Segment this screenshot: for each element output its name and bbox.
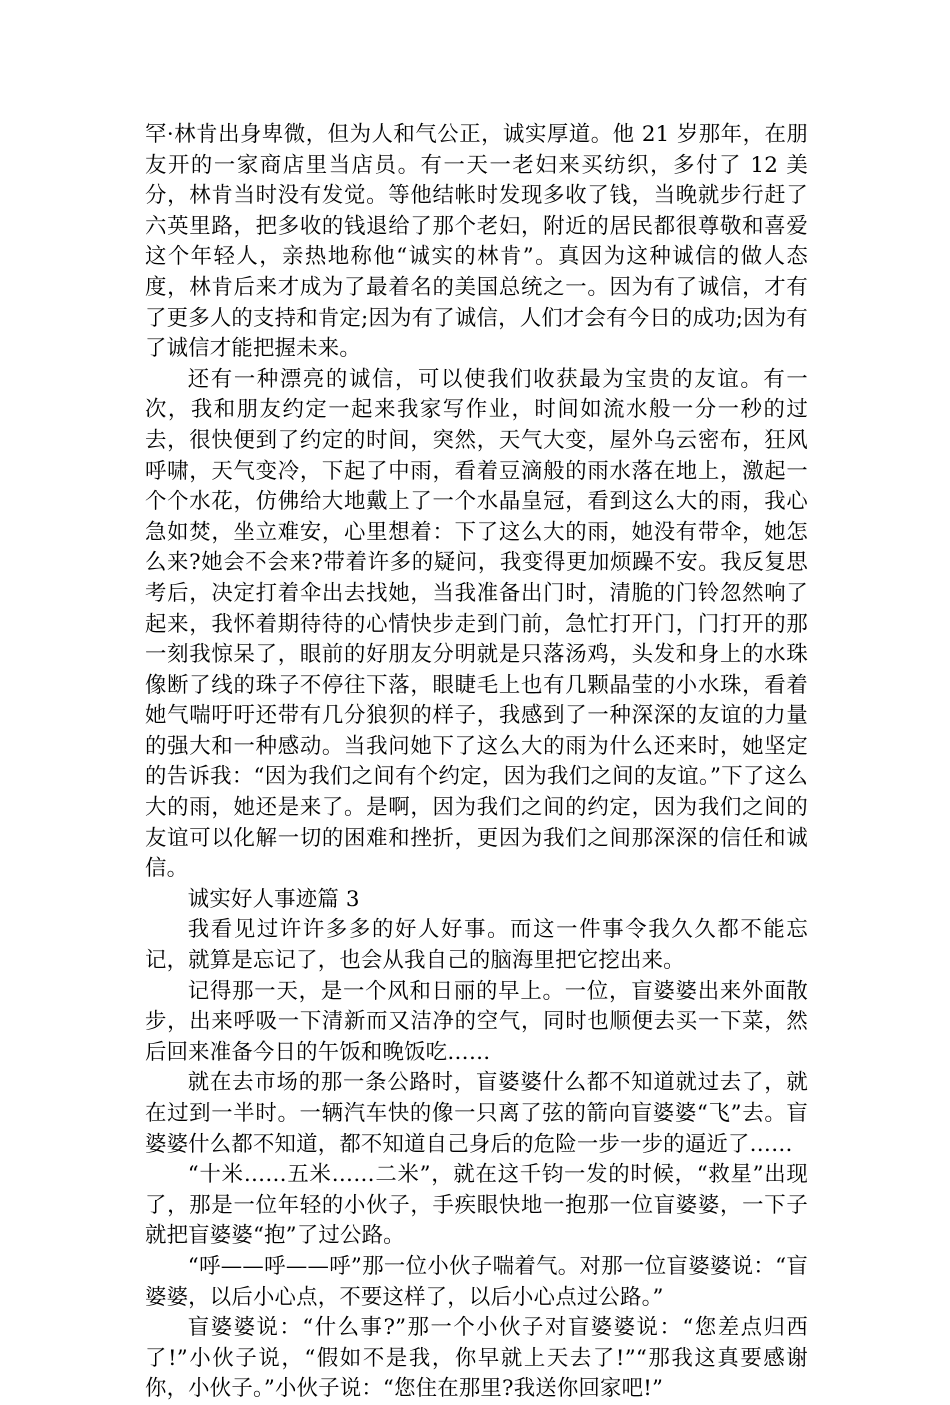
paragraph-young-man-speaks: “呼——呼——呼”那一位小伙子喘着气。对那一位盲婆婆说：“盲婆婆，以后小心点，不要这样了，以后小心点过公路。” bbox=[145, 1253, 808, 1310]
document-body bbox=[145, 120, 808, 1405]
section-heading: 诚实好人事迹篇 3 bbox=[187, 886, 360, 912]
paragraph-morning-walk: 记得那一天，是一个风和日丽的早上。一位，盲婆婆出来外面散步，出来呼吸一下清新而又洁净的空气，同时也顺便去买一下菜，然后回来准备今日的午饭和晚饭吃…… bbox=[145, 978, 808, 1065]
paragraph-dialogue: 盲婆婆说：“什么事?”那一个小伙子对盲婆婆说：“您差点归西了!”小伙子说，“假如不是我，你早就上天去了!”“那我这真要感谢你，小伙子。”小伙子说：“您住在那里?我送你回家吧!” bbox=[145, 1315, 808, 1402]
paragraph-danger-approaching: 就在去市场的那一条公路时，盲婆婆什么都不知道就过去了，就在过到一半时。一辆汽车快的像一只离了弦的箭向盲婆婆“飞”去。盲婆婆什么都不知道，都不知道自己身后的危险一步一步的逼近了…… bbox=[145, 1070, 808, 1157]
paragraph-intro-good-deeds: 我看见过许许多多的好人好事。而这一件事令我久久都不能忘记，就算是忘记了，也会从我自己的脑海里把它挖出来。 bbox=[145, 917, 808, 974]
paragraph-lincoln-honesty: 罕·林肯出身卑微，但为人和气公正，诚实厚道。他 21 岁那年，在朋友开的一家商店里当店员。有一天一老妇来买纺织，多付了 12 美分，林肯当时没有发觉。等他结帐时发现多收了钱，当晚就步行赶了六英里路，把多收的钱退给了那个老妇，附近的居民都很尊敬和喜爱这个年轻人，亲热地称他“诚实的林肯”。真因为这种诚信的做人态度，林肯后来才成为了最着名的美国总统之一。因为有了诚信，才有了更多人的支持和肯定;因为有了诚信，人们才会有今日的成功;因为有了诚信才能把握未来。 bbox=[145, 122, 808, 362]
paragraph-friendship-promise: 还有一种漂亮的诚信，可以使我们收获最为宝贵的友谊。有一次，我和朋友约定一起来我家写作业，时间如流水般一分一秒的过去，很快便到了约定的时间，突然，天气大变，屋外乌云密布，狂风呼啸，天气变冷，下起了中雨，看着豆滴般的雨水落在地上，激起一个个水花，仿佛给大地戴上了一个水晶皇冠，看到这么大的雨，我心急如焚，坐立难安，心里想着：下了这么大的雨，她没有带伞，她怎么来?她会不会来?带着许多的疑问，我变得更加烦躁不安。我反复思考后，决定打着伞出去找她，当我准备出门时，清脆的门铃忽然响了起来，我怀着期待待的心情快步走到门前，急忙打开门，门打开的那一刻我惊呆了，眼前的好朋友分明就是只落汤鸡，头发和身上的水珠像断了线的珠子不停往下落，眼睫毛上也有几颗晶莹的小水珠，看着她气喘吁吁还带有几分狼狈的样子，我感到了一种深深的友谊的力量的强大和一种感动。当我问她下了这么大的雨为什么还来时，她坚定的告诉我：“因为我们之间有个约定，因为我们之间的友谊。”下了这么大的雨，她还是来了。是啊，因为我们之间的约定，因为我们之间的友谊可以化解一切的困难和挫折，更因为我们之间那深深的信任和诚信。 bbox=[145, 366, 808, 882]
paragraph-rescue: “十米……五米……二米”，就在这千钧一发的时候，“救星”出现了，那是一位年轻的小伙子，手疾眼快地一抱那一位盲婆婆，一下子就把盲婆婆“抱”了过公路。 bbox=[145, 1162, 808, 1249]
